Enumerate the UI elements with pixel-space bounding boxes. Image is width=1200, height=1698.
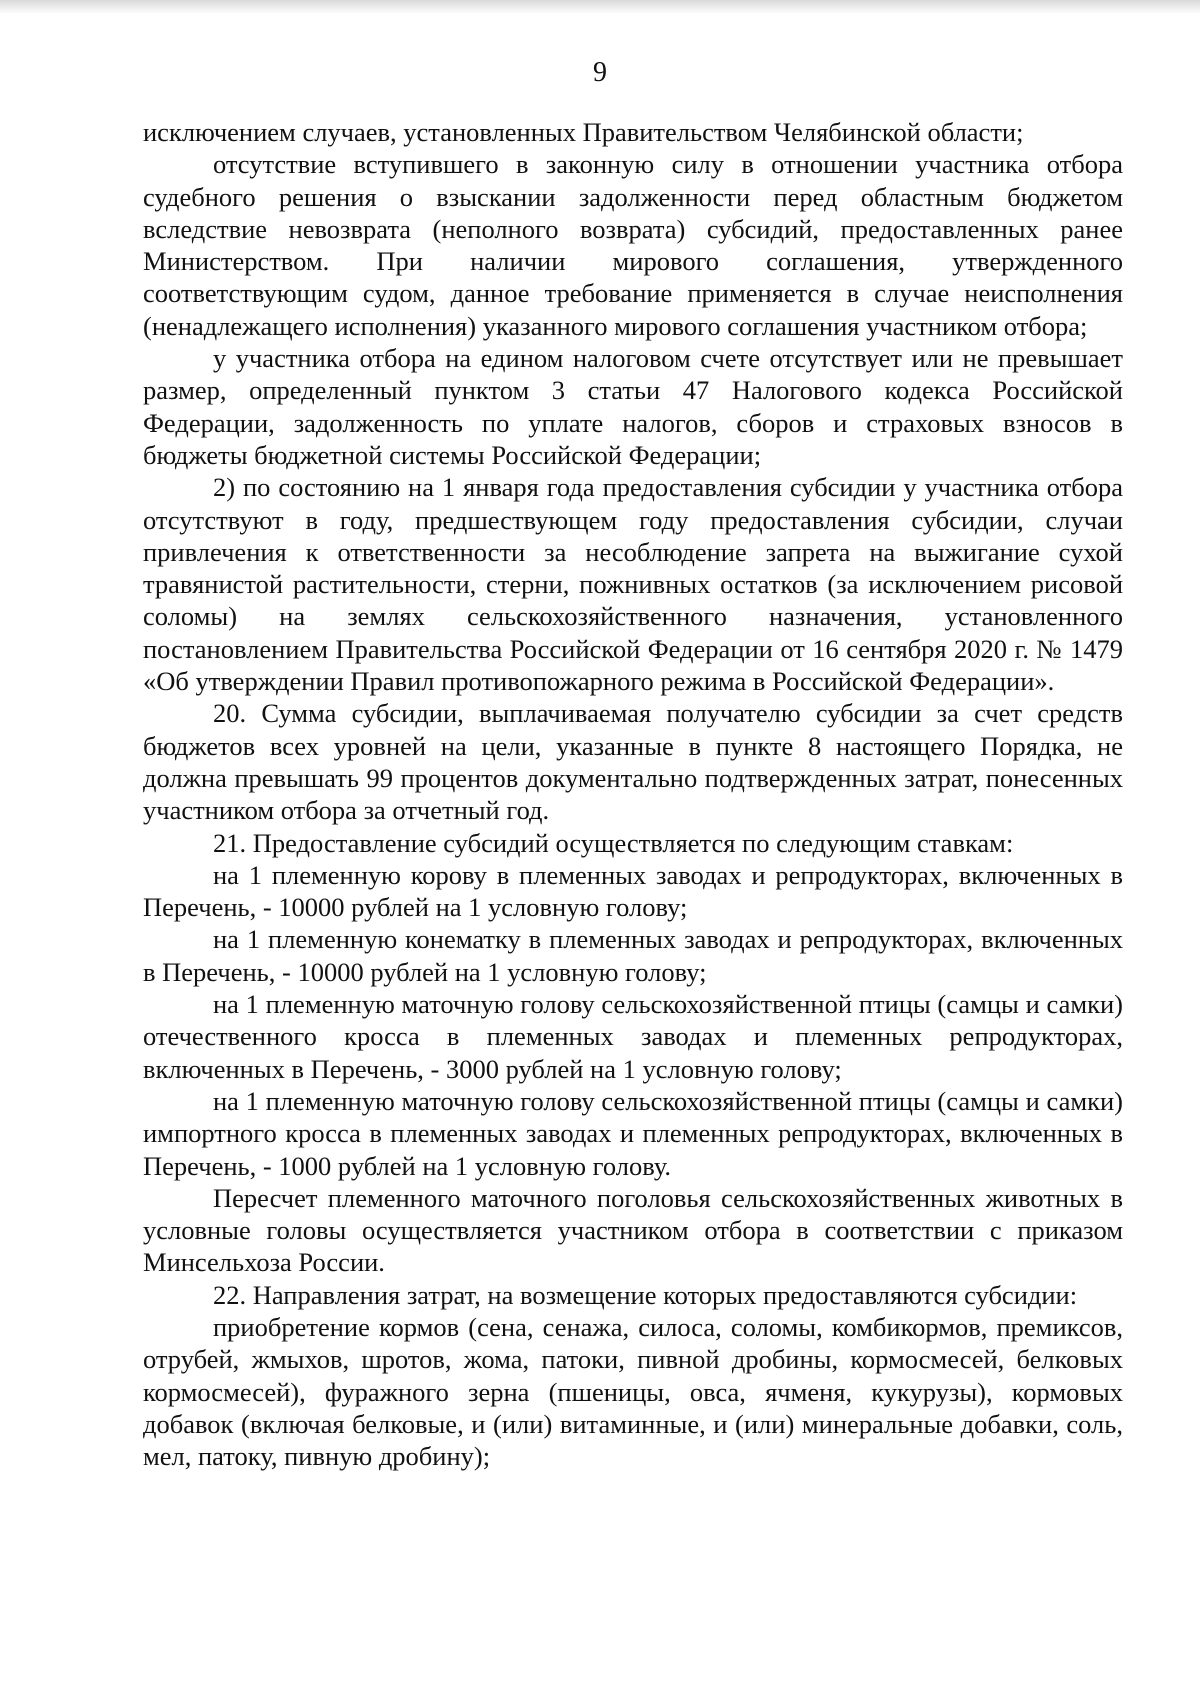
paragraph-3: у участника отбора на едином налоговом счете отсутствует или не превышает размер, определенный пунктом 3 статьи 47 Налогового кодекса Российской Федерации, задолженность по уплате налогов, сборов и страховых взносов в бюджеты бюджетной системы Российской Федерации; [143, 343, 1123, 470]
page-number: 9 [593, 57, 607, 88]
scan-edge [0, 0, 1200, 14]
paragraph-13: приобретение кормов (сена, сенажа, силоса, соломы, комбикормов, премиксов, отрубей, жмыхов, шротов, жома, патоки, пивной дробины, кормосмесей, белковых кормосмесей), фуражного зерна (пшеницы, овса, ячменя, кукурузы), кормовых добавок (включая белковые, и (или) витаминные, и (или) минеральные добавки, соль, мел, патоку, пивную дробину); [143, 1311, 1123, 1472]
document-body [143, 116, 1123, 1472]
paragraph-5: 20. Сумма субсидии, выплачиваемая получателю субсидии за счет средств бюджетов всех уровней на цели, указанные в пункте 8 настоящего Порядка, не должна превышать 99 процентов документально подтвержденных затрат, понесенных участником отбора за отчетный год. [143, 698, 1123, 826]
paragraph-1: исключением случаев, установленных Правительством Челябинской области; [143, 117, 1024, 147]
paragraph-2: отсутствие вступившего в законную силу в отношении участника отбора судебного решения о взыскании задолженности перед областным бюджетом вследствие невозврата (неполного возврата) субсидий, предоставленных ранее Министерством. При наличии мирового соглашения, утвержденного соответствующим судом, данное требование применяется в случае неисполнения (ненадлежащего исполнения) указанного мирового соглашения участником отбора; [143, 149, 1123, 341]
paragraph-12: 22. Направления затрат, на возмещение которых предоставляются субсидии: [213, 1279, 1078, 1310]
paragraph-9: на 1 племенную маточную голову сельскохозяйственной птицы (самцы и самки) отечественного кросса в племенных заводах и племенных репродукторах, включенных в Перечень, - 3000 рублей на 1 условную голову; [143, 989, 1123, 1084]
paragraph-8: на 1 племенную конематку в племенных заводах и репродукторах, включенных в Перечень, - 10000 рублей на 1 условную голову; [143, 924, 1123, 987]
paragraph-11: Пересчет племенного маточного поголовья сельскохозяйственных животных в условные головы осуществляется участником отбора в соответствии с приказом Минсельхоза России. [143, 1182, 1123, 1278]
paragraph-4: 2) по состоянию на 1 января года предоставления субсидии у участника отбора отсутствуют в году, предшествующем году предоставления субсидии, случаи привлечения к ответственности за несоблюдение запрета на выжигание сухой травянистой растительности, стерни, пожнивных остатков (за исключением рисовой соломы) на землях сельскохозяйственного назначения, установленного постановлением Правительства Российской Федерации от 16 сентября 2020 г. № 1479 «Об утверждении Правил противопожарного режима в Российской Федерации». [143, 472, 1123, 697]
paragraph-7: на 1 племенную корову в племенных заводах и репродукторах, включенных в Перечень, - 10000 рублей на 1 условную голову; [143, 859, 1123, 923]
paragraph-6: 21. Предоставление субсидий осуществляется по следующим ставкам: [213, 827, 1014, 858]
paragraph-10: на 1 племенную маточную голову сельскохозяйственной птицы (самцы и самки) импортного кросса в племенных заводах и племенных репродукторах, включенных в Перечень, - 1000 рублей на 1 условную голову. [143, 1085, 1123, 1181]
